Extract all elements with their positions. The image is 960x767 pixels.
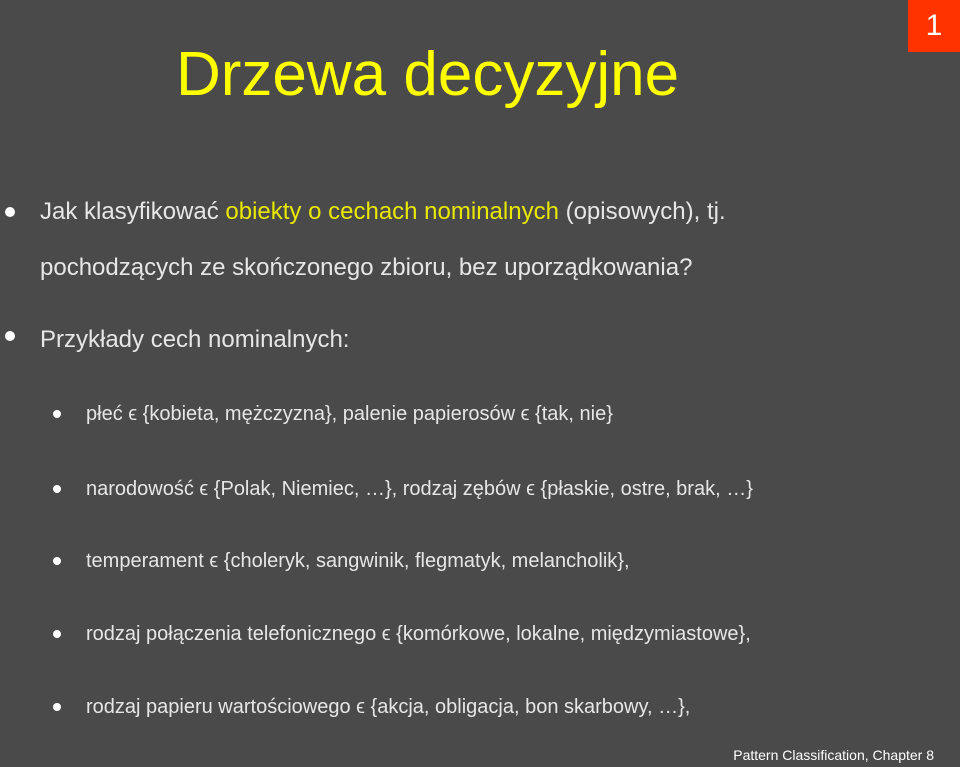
bullet-text: Przykłady cech nominalnych: [40, 326, 350, 353]
slide-number-badge: 1 [908, 0, 960, 52]
bullet-text-highlight: obiekty o cechach nominalnych [225, 198, 559, 225]
example-text: rodzaj połączenia telefonicznego ϵ {komórkowe, lokalne, międzymiastowe}, [86, 623, 751, 645]
sub-bullet-dot-icon [53, 410, 61, 418]
sub-bullet-dot-icon [53, 703, 61, 711]
bullet-text-part2: (opisowych), tj. [558, 198, 726, 225]
bullet-text-part1: Jak klasyfikować [40, 198, 226, 225]
example-text: płeć ϵ {kobieta, mężczyzna}, palenie papierosów ϵ {tak, nie} [86, 403, 613, 425]
example-text: narodowość ϵ {Polak, Niemiec, …}, rodzaj zębów ϵ {płaskie, ostre, brak, …} [86, 478, 753, 500]
bullet-dot-icon [5, 331, 15, 341]
sub-bullet-dot-icon [53, 557, 61, 565]
sub-bullet-dot-icon [53, 485, 61, 493]
bullet-text-line1 [40, 184, 726, 240]
bullet-text-line2: pochodzących ze skończonego zbioru, bez uporządkowania? [40, 254, 693, 281]
slide-footer: Pattern Classification, Chapter 8 [733, 747, 934, 763]
slide-title: Drzewa decyzyjne [176, 40, 680, 109]
example-text: rodzaj papieru wartościowego ϵ {akcja, obligacja, bon skarbowy, …}, [86, 696, 691, 718]
sub-bullet-dot-icon [53, 630, 61, 638]
bullet-dot-icon [5, 207, 15, 217]
example-text: temperament ϵ {choleryk, sangwinik, flegmatyk, melancholik}, [86, 550, 630, 572]
